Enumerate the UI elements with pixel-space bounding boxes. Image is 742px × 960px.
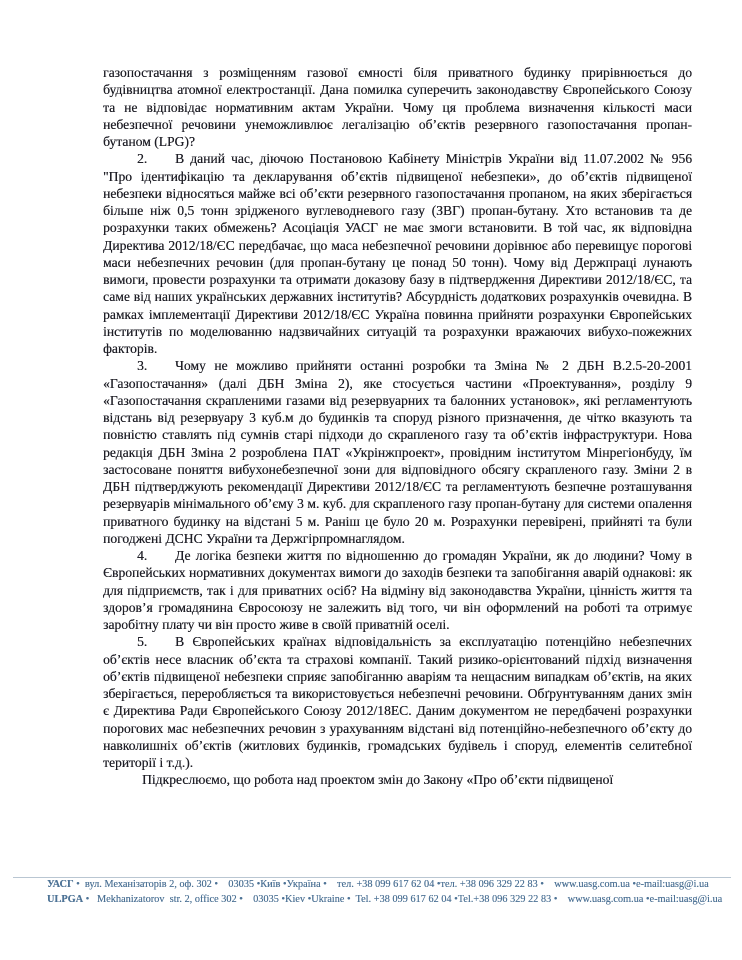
paragraph-text: Підкреслюємо, що робота над проектом змін до Закону «Про об’єкти підвищеної — [142, 772, 614, 788]
paragraph — [103, 64, 692, 150]
document-body — [103, 64, 692, 789]
paragraph-number: 2. — [137, 151, 148, 167]
footer-line-ukrainian — [47, 878, 742, 893]
page-footer — [0, 877, 742, 907]
footer-contact-ukrainian: • вул. Механізаторів 2, оф. 302 • 03035 •Київ •Україна • тел. +38 099 617 62 04 •тел. +38 096 329 22 83 • www.uasg.com.ua •e-mail:uasg@i.ua — [73, 879, 709, 890]
paragraph-text: Чому не можливо прийняти останні розробки та Зміна № 2 ДБН В.2.5-20-2001 «Газопостачання» (далі ДБН Зміна 2), яке стосується частини «Проектування», розділу 9 «Газопостачання скрапленими газами від резервуарних та балонних установок», які регламентують відстань від резервуару 3 куб.м до будинків та споруд різного призначення, де чітко вказують та повністю ставлять під сумнів старі підходи до скрапленого газу та об’єктів інфраструктури. Нова редакція ДБН Зміна 2 розроблена ПАТ «Укрінжпроект», провідним інститутом Мінрегіонбуду, їм застосоване поняття вибухонебезпечної зони для відповідного обсягу скрапленого газу. Зміни 2 в ДБН підтверджують рекомендації Директиви 2012/18/ЄС та регламентують безпечне розташування резервуарів мінімального об’єму 3 м. куб. для скрапленого газу пропан-бутану для системи опалення приватного будинку на відстані 5 м. Раніш це було 20 м. Розрахунки перевірені, прийняті та були погоджені ДСНС України та Держгірпромнаглядом. — [103, 358, 692, 546]
paragraph-number: 5. — [137, 634, 148, 650]
numbered-paragraph — [103, 547, 692, 633]
paragraph-text: Де логіка безпеки життя по відношенню до громадян України, як до людини? Чому в Європейських нормативних документах вимоги до заходів безпеки та запобігання аварій однакові: як для підприємств, так і для приватних осіб? На відміну від законодавства України, цінність життя та здоров’я громадянина Євросоюзу не залежить від того, чи він оформлений на роботі та отримує заробітну плату чи він просто живе в своїй приватній оселі. — [103, 548, 692, 632]
org-name-ulpga: ULPGA — [47, 893, 84, 905]
footer-contact-english: • Mekhanizatorov str. 2, office 302 • 03035 •Kiev •Ukraine • Tel. +38 099 617 62 04 •Tel.+38 096 329 22 83 • www.uasg.com.ua •e-mail:uasg@i.ua — [83, 893, 723, 905]
footer-line-english — [47, 893, 742, 908]
org-name-uasg: УАСГ — [47, 879, 74, 890]
numbered-paragraph — [103, 633, 692, 771]
paragraph-text: газопостачання з розміщенням газової ємності біля приватного будинку прирівнюється до будівництва атомної електростанції. Дана помилка суперечить законодавству Європейського Союзу та не відповідає нормативним актам України. Чому ця проблема визначення кількості маси небезпечної речовини унеможливлює легалізацію об’єктів резервного газопостачання пропан-бутаном (LPG)? — [103, 65, 692, 149]
paragraph-number: 4. — [137, 548, 148, 563]
paragraph-text: В даний час, діючою Постановою Кабінету Міністрів України від 11.07.2002 № 956 "Про ідентифікацію та декларування об’єктів підвищеної небезпеки», до об’єктів підвищеної небезпеки відносяться майже всі об’єкти резервного газопостачання пропаном, на яких зберігається більше ніж 0,5 тонн зрідженого вуглеводневого газу (ЗВГ) пропан-бутану. Хто встановив та де розрахунки таких обмежень? Асоціація УАСГ не має змоги встановити. В той час, як відповідна Директива 2012/18/ЄС передбачає, що маса небезпечної речовини дорівнює або перевищує порогові маси небезпечних речовин (для пропан-бутану це понад 50 тонн). Чому від Держпраці лунають вимоги, провести розрахунки та отримати доказову базу в підтвердження Директиви 2012/18/ЄС, та саме від наших українських державних інститутів? Абсурдність додаткових розрахунків очевидна. В рамках імплементації Директиви 2012/18/ЄС Україна повинна прийняти розрахунки Європейських інститутів по моделюванню надзвичайних ситуацій та розрахунки вражаючих вибухо-пожежних факторів. — [103, 151, 692, 356]
paragraph — [103, 771, 692, 788]
numbered-paragraph — [103, 150, 692, 357]
numbered-paragraph — [103, 357, 692, 547]
paragraph-text: В Європейських країнах відповідальність за експлуатацію потенційно небезпечних об’єктів несе власник об’єкта та страхові компанії. Такий ризико-орієнтований підхід визначення об’єктів підвищеної небезпеки сприяє запобіганню аваріям та нещасним випадкам об’єктів, на яких зберігається, переробляється та використовується небезпечні речовини. Обґрунтуванням даних змін є Директива Ради Європейського Союзу 2012/18ЕС. Даним документом не передбачені розрахунки порогових мас небезпечних речовин з урахуванням відстані від потенційно-небезпечного об’єкту до навколишніх об’єктів (житлових будинків, громадських будівель і споруд, елементів селитебної території і т.д.). — [103, 634, 692, 770]
paragraph-number: 3. — [137, 358, 148, 374]
